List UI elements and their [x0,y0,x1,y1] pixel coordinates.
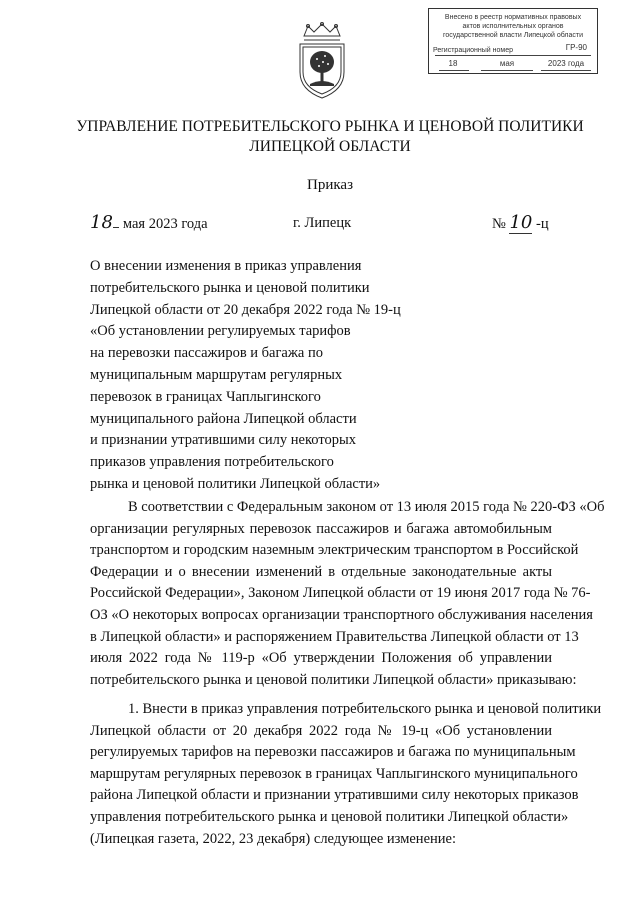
subject-line: перевозок в границах Чаплыгинского [90,388,321,405]
preamble-line: в Липецкой области» и распоряжением Правительства Липецкой области от 13 [90,628,579,645]
number-prefix: № [492,216,506,232]
coat-of-arms-icon [294,22,350,100]
item-1-line: маршрутам регулярных перевозок в границах Чаплыгинского муниципального [90,765,578,782]
stamp-day: 18 [448,59,458,68]
item-1-paragraph [90,699,602,850]
item-1-line: (Липецкая газета, 2022, 23 декабря) следующее изменение: [90,830,456,847]
stamp-year: 2023 года [547,59,585,68]
item-1-line: регулируемых тарифов на перевозки пассажиров и багажа по муниципальным [90,744,576,761]
registration-stamp [428,8,598,74]
preamble-line: Федерации и о внесении изменений в отдельные законодательные акты [90,563,552,580]
subject-line: и признании утратившими силу некоторых [90,432,356,449]
preamble-line: В соответствии с Федеральным законом от 13 июля 2015 года № 220-ФЗ «Об [128,499,605,515]
preamble-line: Российской Федерации», Законом Липецкой области от 19 июня 2017 года № 76- [90,585,591,602]
stamp-day-underline [439,70,469,71]
subject-line: муниципальным маршрутам регулярных [90,366,343,383]
stamp-reg-number: ГР-90 [565,43,587,52]
preamble-line: транспортом и городским наземным электрическим транспортом в Российской [90,542,579,559]
organization-title-line-2: ЛИПЕЦКОЙ ОБЛАСТИ [249,138,411,155]
stamp-line-3: государственной власти Липецкой области [442,32,583,39]
subject-line: муниципального района Липецкой области [90,410,357,427]
item-1-line: 1. Внести в приказ управления потребительского рынка и ценовой политики [128,701,602,717]
subject-line: потребительского рынка и ценовой политики [90,279,370,296]
number-suffix: -ц [536,216,549,232]
stamp-line-2: актов исполнительных органов [462,23,564,30]
document-date [90,213,208,234]
item-1-line: управления потребительского рынка и ценовой политики Липецкой области» [90,808,569,825]
stamp-divider [435,55,591,56]
preamble-line: потребительского рынка и ценовой политики Липецкой области» приказываю: [90,671,577,688]
document-city: г. Липецк [293,215,352,231]
preamble-line: организации регулярных перевозок пассажиров и багажа автомобильным [90,520,552,537]
document-type: Приказ [306,177,353,193]
stamp-reg-label: Регистрационный номер [433,47,513,54]
item-1-line: района Липецкой области и признании утратившими силу некоторых приказов [90,787,579,804]
item-1-line: Липецкой области от 20 декабря 2022 года № 19-ц «Об установлении [90,722,552,739]
document-number [492,213,549,234]
subject-line: приказов управления потребительского [90,454,334,471]
subject-line: О внесении изменения в приказ управления [90,258,362,274]
preamble-line: ОЗ «О некоторых вопросах организации транспортного обслуживания населения [90,606,593,623]
subject-line: на перевозки пассажиров и багажа по [90,345,323,362]
stamp-month: мая [499,59,515,68]
preamble-paragraph [90,497,605,691]
handwritten-day: 18 [90,212,113,233]
handwritten-number: 10 [509,212,533,233]
date-rest: мая 2023 года [122,216,208,232]
subject-line: Липецкой области от 20 декабря 2022 года № 19-ц [90,301,401,318]
preamble-line: июля 2022 года № 119-р «Об утверждении Положения об управлении [90,650,552,667]
stamp-month-underline [481,70,533,71]
subject-line: «Об установлении регулируемых тарифов [90,323,351,340]
organization-title-line-1: УПРАВЛЕНИЕ ПОТРЕБИТЕЛЬСКОГО РЫНКА И ЦЕНОВОЙ ПОЛИТИКИ [76,118,584,135]
stamp-year-underline [541,70,591,71]
stamp-line-1: Внесено в реестр нормативных правовых [444,14,582,21]
document-subject [90,256,430,496]
subject-line: рынка и ценовой политики Липецкой области» [90,475,381,492]
